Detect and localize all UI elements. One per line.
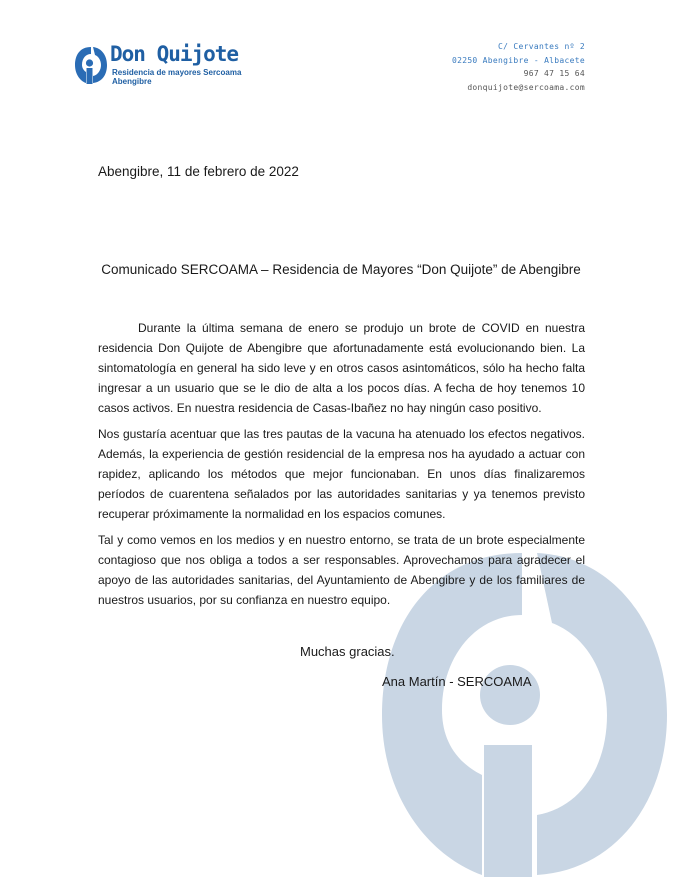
logo-subtitle: Residencia de mayores Sercoama (112, 68, 242, 77)
paragraph: Durante la última semana de enero se produjo un brote de COVID en nuestra residencia Don Quijote de Abengibre que afortunadamente está evolucionando bien. La sintomatología en general ha sido leve y en otros casos asintomáticos, sólo ha hecho falta ingresar a un usuario que se le dio de alta a los pocos días. A fecha de hoy tenemos 10 casos activos. En nuestra residencia de Casas-Ibañez no hay ningún caso positivo. (98, 321, 585, 415)
address-city: 02250 Abengibre - Albacete (451, 55, 585, 65)
paragraph: Tal y como vemos en los medios y en nuestro entorno, se trata de un brote especialmente contagioso que nos obliga a todos a ser responsables. Aprovechamos para agradecer el apoyo de las autoridades sanitarias, del Ayuntamiento de Abengibre y de los familiares de nuestros usuarios, por su confianza en nuestro equipo. (98, 533, 585, 607)
letter-date: Abengibre, 11 de febrero de 2022 (98, 164, 299, 179)
logo-town: Abengibre (112, 77, 152, 86)
letter-title: Comunicado SERCOAMA – Residencia de Mayores “Don Quijote” de Abengibre (101, 262, 581, 277)
logo-title: Don Quijote (110, 42, 239, 66)
letter-body (98, 318, 585, 616)
closing: Muchas gracias. (300, 644, 395, 659)
address-email: donquijote@sercoama.com (467, 82, 585, 92)
address-block (452, 40, 585, 94)
paragraph: Nos gustaría acentuar que las tres pautas de la vacuna ha atenuado los efectos negativos. Además, la experiencia de gestión residencial de la empresa nos ha ayudado a actuar con rapidez, aplicando los métodos que mejor funcionaban. En unos días finalizaremos períodos de cuarentena señalados por las autoridades sanitarias y ya tenemos previsto recuperar próximamente la normalidad en los espacios comunes. (98, 427, 585, 521)
sercoama-logo-icon (74, 46, 108, 84)
logo (74, 42, 242, 88)
signature: Ana Martín - SERCOAMA (382, 674, 532, 689)
address-phone: 967 47 15 64 (523, 69, 585, 78)
address-street: C/ Cervantes nº 2 (498, 42, 585, 51)
